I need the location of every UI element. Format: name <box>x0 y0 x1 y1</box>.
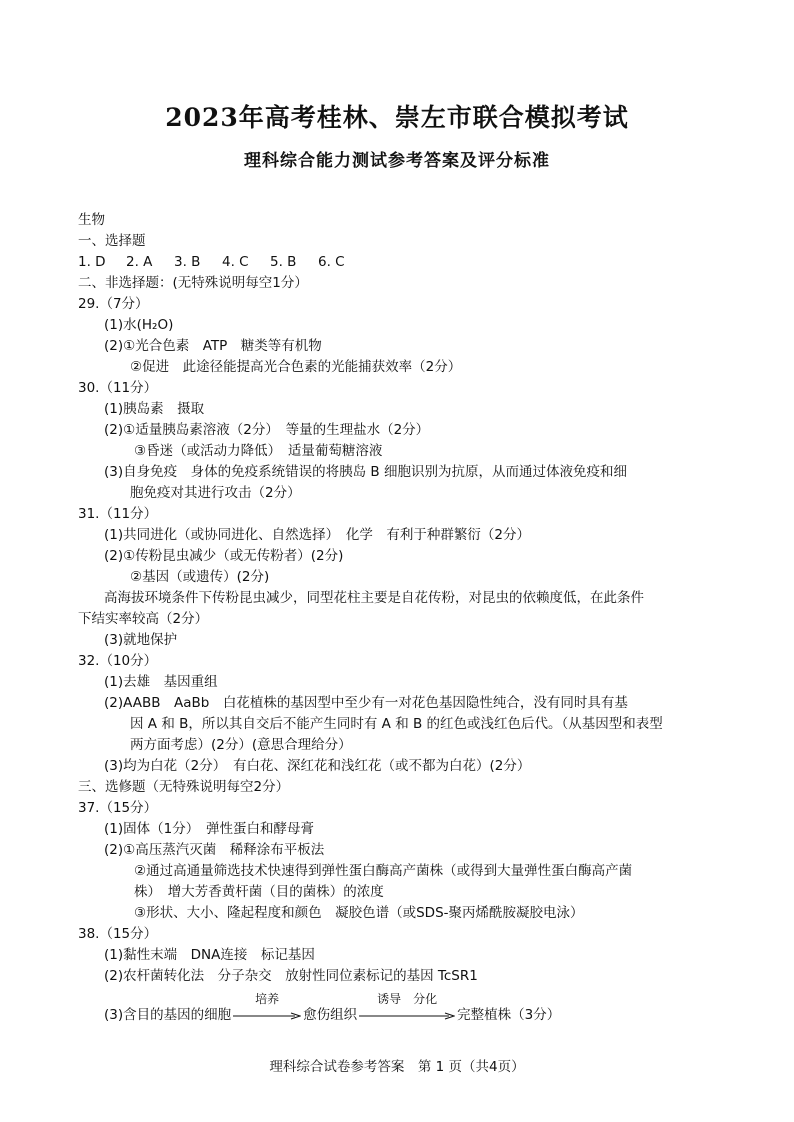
q30-head: 30.（11分） <box>78 380 158 396</box>
q32-answer-1: (1)去雄 基因重组 <box>104 674 218 690</box>
q31-answer-3: (3)就地保护 <box>104 632 178 648</box>
mc-answer: 1. D <box>78 254 106 270</box>
section1-heading: 一、选择题 <box>78 233 146 249</box>
q31-answer-2b: ②基因（或遗传）(2分) <box>130 569 270 585</box>
arrow-induce <box>359 992 455 1024</box>
q38-step-end: 完整植株（3分） <box>457 1007 561 1023</box>
mc-answers <box>78 252 738 273</box>
q38-answer-3 <box>78 992 738 1027</box>
right-arrow-icon <box>233 1012 301 1020</box>
q37-answer-2c: 株） 增大芳香黄杆菌（目的菌株）的浓度 <box>134 884 384 900</box>
right-arrow-icon <box>359 1012 455 1020</box>
page-footer: 理科综合试卷参考答案 第 1 页（共4页） <box>269 1059 525 1075</box>
q29-answer-2: (2)①光合色素 ATP 糖类等有机物 <box>104 338 322 354</box>
section2-heading: 二、非选择题：(无特殊说明每空1分） <box>78 275 308 291</box>
q32-answer-3: (3)均为白花（2分） 有白花、深红花和浅红花（或不都为白花）(2分） <box>104 758 531 774</box>
arrow-culture <box>233 992 301 1024</box>
mc-answer: 5. B <box>270 254 297 270</box>
arrow-induce-label: 诱导 分化 <box>377 992 438 1006</box>
q30-answer-3: (3)自身免疫 身体的免疫系统错误的将胰岛 B 细胞识别为抗原，从而通过体液免疫和细 <box>104 464 627 480</box>
q38-step-start: (3)含目的基因的细胞 <box>104 1007 232 1023</box>
q30-answer-1: (1)胰岛素 摄取 <box>104 401 205 417</box>
answer-body <box>78 210 738 1027</box>
arrow-culture-label: 培养 <box>255 992 280 1006</box>
q38-head: 38.（15分） <box>78 926 158 942</box>
page-subtitle: 理科综合能力测试参考答案及评分标准 <box>244 151 550 171</box>
q38-answer-2: (2)农杆菌转化法 分子杂交 放射性同位素标记的基因 TcSR1 <box>104 968 478 984</box>
q32-answer-2c: 两方面考虑）(2分）(意思合理给分） <box>130 737 352 753</box>
page-title: 2023年高考桂林、崇左市联合模拟考试 <box>165 103 629 132</box>
q38-step-mid: 愈伤组织 <box>303 1007 358 1023</box>
mc-answer: 3. B <box>174 254 201 270</box>
q29-head: 29.（7分） <box>78 296 149 312</box>
q29-answer-2b: ②促进 此途径能提高光合色素的光能捕获效率（2分） <box>130 359 462 375</box>
mc-answer: 6. C <box>318 254 345 270</box>
q31-head: 31.（11分） <box>78 506 158 522</box>
q37-answer-2b: ②通过高通量筛选技术快速得到弹性蛋白酶高产菌株（或得到大量弹性蛋白酶高产菌 <box>134 863 633 879</box>
q37-answer-2: (2)①高压蒸汽灭菌 稀释涂布平板法 <box>104 842 325 858</box>
q32-answer-2: (2)AABB AaBb 白花植株的基因型中至少有一对花色基因隐性纯合，没有同时具有基 <box>104 695 628 711</box>
mc-answer: 2. A <box>126 254 153 270</box>
subject-label: 生物 <box>78 212 105 228</box>
q37-head: 37.（15分） <box>78 800 158 816</box>
mc-answer: 4. C <box>222 254 249 270</box>
q38-answer-1: (1)黏性末端 DNA连接 标记基因 <box>104 947 315 963</box>
q31-paragraph-2: 下结实率较高（2分） <box>78 611 209 627</box>
q29-answer-1: (1)水(H₂O) <box>104 317 174 333</box>
q30-answer-2b: ③昏迷（或活动力降低） 适量葡萄糖溶液 <box>134 443 383 459</box>
section3-heading: 三、选修题（无特殊说明每空2分） <box>78 779 290 795</box>
q37-answer-2d: ③形状、大小、隆起程度和颜色 凝胶色谱（或SDS-聚丙烯酰胺凝胶电泳） <box>134 905 584 921</box>
q32-head: 32.（10分） <box>78 653 158 669</box>
q30-answer-3b: 胞免疫对其进行攻击（2分） <box>130 485 301 501</box>
q37-answer-1: (1)固体（1分） 弹性蛋白和酵母膏 <box>104 821 314 837</box>
q31-paragraph-1: 高海拔环境条件下传粉昆虫减少，同型花柱主要是自花传粉，对昆虫的依赖度低，在此条件 <box>104 590 644 606</box>
q31-answer-2: (2)①传粉昆虫减少（或无传粉者）(2分) <box>104 548 344 564</box>
q32-answer-2b: 因 A 和 B，所以其自交后不能产生同时有 A 和 B 的红色或浅红色后代。（从基因型和表型 <box>130 716 663 732</box>
q30-answer-2: (2)①适量胰岛素溶液（2分） 等量的生理盐水（2分） <box>104 422 430 438</box>
q31-answer-1: (1)共同进化（或协同进化、自然选择） 化学 有利于种群繁衍（2分） <box>104 527 530 543</box>
